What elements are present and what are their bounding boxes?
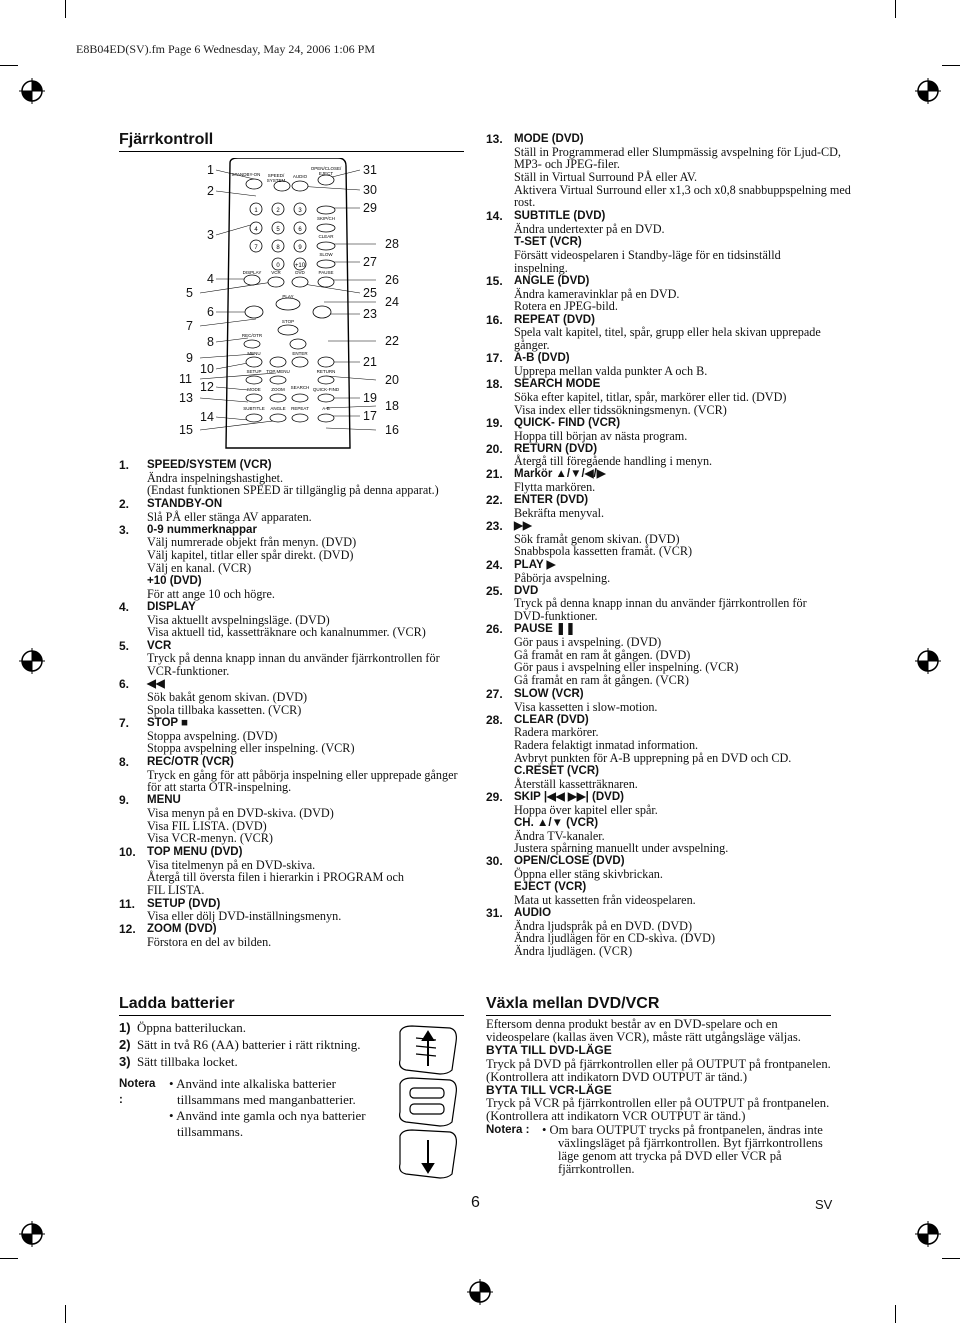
item-line: Gör paus i avspelning eller inspelning. (VCR) (514, 660, 739, 675)
svg-text:VCR: VCR (271, 270, 281, 275)
svg-text:ANGLE: ANGLE (270, 406, 286, 411)
svg-text:A-B: A-B (322, 406, 330, 411)
callout-2: 2 (207, 184, 214, 198)
item-number: 14. (486, 209, 503, 224)
item-line: inspelning. (514, 260, 568, 275)
item-number: 18. (486, 377, 503, 392)
item-title: ▶▶ (514, 520, 532, 532)
svg-text:SPEED/: SPEED/ (267, 173, 285, 178)
item-line: rost. (514, 195, 536, 210)
item-number: 3. (119, 522, 130, 537)
svg-text:+10: +10 (294, 263, 306, 269)
item-title: +10 (DVD) (147, 575, 202, 588)
registration-mark-icon (467, 1279, 493, 1305)
item-line: DVD-funktioner. (514, 608, 598, 623)
svg-text:RETURN: RETURN (316, 369, 336, 374)
callout-21: 21 (363, 355, 377, 369)
svg-text:MENU: MENU (247, 351, 261, 356)
svg-text:STANDBY-ON: STANDBY-ON (231, 172, 261, 177)
item-line: Visa menyn på en DVD-skiva. (DVD) (147, 806, 334, 821)
callout-19: 19 (363, 391, 377, 405)
item-line: Stoppa avspelning eller inspelning. (VCR) (147, 741, 355, 756)
item-title: SETUP (DVD) (147, 897, 221, 910)
item-line: Ställ in Virtual Surround PÅ eller AV. (514, 170, 698, 185)
item-line: Gå framåt en ram åt gången. (DVD) (514, 647, 691, 662)
item-title: OPEN/CLOSE (DVD) (514, 855, 625, 868)
item-line: (Endast funktionen SPEED är tillgänglig på denna apparat.) (147, 483, 439, 498)
item-line: Ändra ljudlägen. (VCR) (514, 944, 633, 959)
item-line: Sök bakåt genom skivan. (DVD) (147, 690, 308, 705)
callout-17: 17 (363, 409, 377, 423)
item-line: Avbryt punkten för A-B upprepning på en DVD och CD. (514, 750, 792, 765)
svg-text:0: 0 (276, 263, 280, 269)
registration-mark-icon (19, 78, 45, 104)
callout-11: 11 (179, 372, 192, 386)
svg-text:SUBTITLE: SUBTITLE (243, 406, 265, 411)
item-title: DISPLAY (147, 600, 196, 613)
item-number: 24. (486, 557, 503, 572)
item-line: VCR-funktioner. (147, 664, 230, 679)
item-title: C.RESET (VCR) (514, 765, 599, 778)
item-title: CLEAR (DVD) (514, 713, 589, 726)
item-number: 2. (119, 496, 130, 511)
item-title: RETURN (DVD) (514, 442, 598, 455)
item-line: Aktivera Virtual Surround eller x1,3 och x0,8 snabbuppspelning med (514, 182, 851, 197)
item-line: Hoppa till början av nästa program. (514, 428, 688, 443)
callout-3: 3 (207, 228, 214, 242)
item-number: 21. (486, 467, 503, 482)
svg-text:7: 7 (254, 245, 258, 251)
svg-text:3: 3 (298, 208, 302, 214)
item-line: Öppna eller stäng skivbrickan. (514, 867, 663, 882)
item-number: 16. (486, 312, 503, 327)
item-line: Hoppa över kapitel eller spår. (514, 802, 658, 817)
item-line: Förstora en del av bilden. (147, 935, 272, 950)
item-line: Visa aktuell tid, kassetträknare och kanalnummer. (VCR) (147, 625, 426, 640)
registration-mark-icon (915, 1221, 941, 1247)
svg-text:SYSTEM: SYSTEM (266, 178, 286, 183)
item-title: MODE (DVD) (514, 133, 584, 145)
battery-compartment-illustration (392, 1022, 464, 1182)
item-title: SEARCH MODE (514, 378, 601, 391)
item-line: Tryck en gång för att påbörja inspelning eller upprepade gånger (147, 767, 458, 782)
item-line: Rotera en JPEG-bild. (514, 299, 618, 314)
item-number: 30. (486, 854, 503, 869)
item-title: EJECT (VCR) (514, 881, 587, 894)
svg-text:6: 6 (298, 227, 302, 233)
item-number: 9. (119, 793, 130, 808)
battery-steps (119, 1019, 360, 1070)
item-line: Spela valt kapitel, titel, spår, grupp eller hela skivan upprepade (514, 325, 821, 340)
page-header: E8B04ED(SV).fm Page 6 Wednesday, May 24, 2006 1:06 PM (76, 42, 376, 56)
item-line: Försätt videospelaren i Standby-läge för en tidsinställd (514, 248, 781, 263)
item-line: Spola tillbaka kassetten. (VCR) (147, 702, 302, 717)
callout-7: 7 (186, 319, 193, 333)
item-title: Markör ▲/▼/◀/▶ (514, 468, 606, 481)
callout-16: 16 (385, 423, 399, 437)
item-line: Påbörja avspelning. (514, 570, 611, 585)
svg-text:8: 8 (276, 245, 280, 251)
svg-text:CLEAR: CLEAR (318, 234, 334, 239)
svg-text:SKIP/CH: SKIP/CH (316, 216, 336, 221)
registration-mark-icon (915, 78, 941, 104)
item-line: Gör paus i avspelning. (DVD) (514, 635, 662, 650)
item-title: VCR (147, 639, 172, 652)
item-title: A-B (DVD) (514, 352, 570, 365)
item-title: T-SET (VCR) (514, 236, 582, 249)
svg-text:QUICK-FIND: QUICK-FIND (312, 387, 340, 392)
item-line: Återgå till översta filen i hierarkin i PROGRAM och (147, 870, 405, 885)
svg-text:ENTER: ENTER (292, 351, 308, 356)
item-line: Ändra undertexter på en DVD. (514, 222, 665, 237)
section-title-batteries: Ladda batterier (119, 995, 235, 1012)
item-line: Visa index eller tidssökningsmenyn. (VCR) (514, 402, 727, 417)
item-title: SPEED/SYSTEM (VCR) (147, 459, 272, 471)
item-title: DVD (514, 584, 539, 597)
item-number: 5. (119, 638, 130, 653)
item-number: 1. (119, 458, 130, 472)
item-number: 13. (486, 132, 503, 146)
callout-26: 26 (385, 273, 399, 287)
item-title: QUICK- FIND (VCR) (514, 416, 621, 429)
item-line: Välj kapitel, titlar eller spår direkt. (DVD) (147, 547, 354, 562)
item-line: Söka efter kapitel, titlar, spår, markörer eller tid. (DVD) (514, 389, 787, 404)
item-line: Ändra TV-kanaler. (514, 828, 605, 843)
callout-5: 5 (186, 286, 193, 300)
item-title: PAUSE ❚❚ (514, 623, 576, 636)
svg-text:2: 2 (276, 208, 280, 214)
item-line: Snabbspola kassetten framåt. (VCR) (514, 544, 693, 559)
callout-6: 6 (207, 305, 214, 319)
item-number: 15. (486, 273, 503, 288)
item-line: Flytta markören. (514, 480, 596, 495)
callout-28: 28 (385, 237, 399, 251)
callout-14: 14 (200, 410, 214, 424)
item-line: Upprepa mellan valda punkter A och B. (514, 364, 708, 379)
svg-text:REPEAT: REPEAT (291, 406, 309, 411)
item-number: 6. (119, 677, 130, 692)
section-title-switch: Växla mellan DVD/VCR (486, 995, 660, 1012)
item-line: Stoppa avspelning. (DVD) (147, 728, 278, 743)
item-line: FIL LISTA. (147, 883, 205, 898)
item-line: Återgå till föregående handling i menyn. (514, 454, 713, 469)
svg-text:EJECT: EJECT (318, 171, 334, 176)
svg-text:SETUP: SETUP (246, 369, 262, 374)
item-line: Tryck på denna knapp innan du använder fjärrkontrollen för (147, 651, 440, 666)
item-number: 27. (486, 686, 503, 701)
svg-text:TOP MENU: TOP MENU (266, 369, 290, 374)
item-title: SLOW (VCR) (514, 687, 584, 700)
item-line: Visa VCR-menyn. (VCR) (147, 831, 273, 846)
item-title: ZOOM (DVD) (147, 923, 217, 936)
svg-text:ZOOM: ZOOM (271, 387, 285, 392)
item-number: 4. (119, 599, 130, 614)
item-line: Radera felaktigt inmatad information. (514, 737, 699, 752)
svg-text:PLAY: PLAY (282, 294, 294, 299)
callout-29: 29 (363, 201, 377, 215)
title-rule (119, 151, 464, 152)
item-title: ◀◀ (147, 678, 165, 691)
svg-text:AUDIO: AUDIO (292, 174, 308, 179)
callout-18: 18 (385, 399, 399, 413)
item-title: REC/OTR (VCR) (147, 755, 234, 768)
title-rule (486, 1015, 831, 1016)
registration-mark-icon (19, 648, 45, 674)
svg-text:5: 5 (276, 227, 280, 233)
item-line: Återställ kassetträknaren. (514, 776, 638, 791)
callout-23: 23 (363, 307, 377, 321)
item-line: Välj numrerade objekt från menyn. (DVD) (147, 535, 357, 550)
item-line: Visa aktuellt avspelningsläge. (DVD) (147, 612, 330, 627)
svg-text:REC/OTR: REC/OTR (241, 333, 263, 338)
item-line: gånger. (514, 338, 550, 353)
item-line: Ändra ljudlägen för en CD-skiva. (DVD) (514, 931, 716, 946)
item-number: 28. (486, 712, 503, 727)
item-number: 29. (486, 789, 503, 804)
item-line: Bekräfta menyval. (514, 506, 605, 521)
item-line: MP3- och JPEG-filer. (514, 157, 620, 172)
svg-text:SLOW: SLOW (319, 252, 333, 257)
item-title: ENTER (DVD) (514, 494, 589, 507)
callout-25: 25 (363, 286, 377, 300)
registration-mark-icon (19, 1221, 45, 1247)
item-line: För att ange 10 och högre. (147, 586, 275, 601)
battery-step: 1) Öppna batteriluckan. (119, 1020, 247, 1035)
callout-27: 27 (363, 255, 377, 269)
item-number: 10. (119, 845, 136, 859)
callout-22: 22 (385, 334, 399, 348)
callout-20: 20 (385, 373, 399, 387)
svg-text:DVD: DVD (295, 270, 305, 275)
registration-mark-icon (915, 648, 941, 674)
callout-13: 13 (179, 391, 193, 405)
item-number: 25. (486, 583, 503, 598)
item-title: TOP MENU (DVD) (147, 846, 243, 858)
language-code: SV (815, 1197, 833, 1212)
switch-body: Eftersom denna produkt består av en DVD-spelare och en videospelare (kallas även VCR), måste rätt utgångsläge väljas. BYTA TILL DVD-LÄGE Tryck på DVD på fjärrkontrollen eller på OUTPUT på frontpanelen. (Kontrollera att indikatorn DVD OUTPUT är tänd.) BYTA TILL VCR-LÄGE Tryck på VCR på fjärrkontrollen eller på OUTPUT på frontpanelen. (Kontrollera att indikatorn VCR OUTPUT är tänd.) Notera : • Om bara OUTPUT trycks på frontpanelen, ändras inte växlingsläget på fjärrkontrollen. Byt fjärrkontrollens läge genom att trycka på DVD eller VCR på fjärrkontrollen. (486, 1017, 831, 1176)
battery-step: 3) Sätt tillbaka locket. (119, 1054, 238, 1069)
item-number: 12. (119, 922, 136, 937)
item-title: REPEAT (DVD) (514, 313, 595, 326)
item-line: Visa titelmenyn på en DVD-skiva. (147, 857, 316, 872)
callout-8: 8 (207, 335, 214, 349)
item-title: SKIP |◀◀ ▶▶| (DVD) (514, 790, 624, 803)
item-number: 17. (486, 351, 503, 366)
battery-step: 2) Sätt in två R6 (AA) batterier i rätt riktning. (119, 1037, 361, 1052)
item-line: Radera markörer. (514, 725, 599, 740)
section-title-remote: Fjärrkontroll (119, 131, 214, 148)
item-line: Ändra ljudspråk på en DVD. (DVD) (514, 918, 693, 933)
item-title: ANGLE (DVD) (514, 274, 590, 287)
svg-text:1: 1 (254, 208, 258, 214)
item-number: 22. (486, 493, 503, 508)
remote-control-icon (160, 158, 420, 458)
svg-text:SEARCH: SEARCH (290, 385, 310, 390)
item-number: 26. (486, 622, 503, 637)
svg-text:OPEN/CLOSE/: OPEN/CLOSE/ (310, 166, 342, 171)
item-line: för att starta OTR-inspelning. (147, 780, 292, 795)
item-number: 19. (486, 415, 503, 430)
svg-text:STOP: STOP (281, 319, 295, 324)
callout-24: 24 (385, 295, 399, 309)
svg-text:4: 4 (254, 227, 258, 233)
item-number: 8. (119, 754, 130, 769)
svg-text:9: 9 (298, 245, 302, 251)
callout-12: 12 (200, 380, 214, 394)
item-title: PLAY ▶ (514, 558, 556, 571)
callout-31: 31 (363, 163, 377, 177)
remote-diagram (160, 158, 420, 458)
item-number: 31. (486, 906, 503, 920)
item-title: SUBTITLE (DVD) (514, 210, 606, 223)
item-line: Justera spårning manuellt under avspelning. (514, 841, 729, 856)
item-title: 0-9 nummerknappar (147, 523, 257, 536)
svg-text:DISPLAY: DISPLAY (242, 270, 262, 275)
item-number: 20. (486, 441, 503, 456)
item-title: STOP ■ (147, 717, 189, 729)
item-title: AUDIO (514, 907, 552, 919)
item-line: Ändra inspelningshastighet. (147, 470, 284, 485)
callout-30: 30 (363, 183, 377, 197)
item-title: STANDBY-ON (147, 497, 223, 510)
item-number: 11. (119, 896, 136, 911)
callout-1: 1 (207, 163, 214, 177)
item-title: MENU (147, 794, 181, 807)
item-line: Gå framåt en ram åt gången. (VCR) (514, 672, 689, 687)
item-line: Tryck på denna knapp innan du använder fjärrkontrollen för (514, 596, 807, 611)
item-title: CH. ▲/▼ (VCR) (514, 816, 599, 829)
item-line: Visa FIL LISTA. (DVD) (147, 818, 267, 833)
item-line: Visa eller dölj DVD-inställningsmenyn. (147, 909, 342, 924)
item-line: Sök framåt genom skivan. (DVD) (514, 531, 680, 546)
item-line: Slå PÅ eller stänga AV apparaten. (147, 509, 312, 524)
item-line: Mata ut kassetten från videospelaren. (514, 893, 696, 908)
item-line: Ändra kameravinklar på en DVD. (514, 286, 680, 301)
item-number: 7. (119, 716, 130, 730)
svg-text:PAUSE: PAUSE (318, 270, 334, 275)
item-number: 23. (486, 519, 503, 533)
item-line: Välj en kanal. (VCR) (147, 560, 252, 575)
item-line: Ställ in Programmerad eller Slumpmässig avspelning för Ljud-CD, (514, 144, 841, 159)
callout-10: 10 (200, 362, 214, 376)
callout-15: 15 (179, 423, 193, 437)
item-line: Visa kassetten i slow-motion. (514, 699, 658, 714)
title-rule (119, 1015, 464, 1016)
callout-4: 4 (207, 272, 214, 286)
callout-9: 9 (186, 351, 193, 365)
page-number: 6 (471, 1194, 480, 1211)
svg-text:MODE: MODE (247, 387, 261, 392)
